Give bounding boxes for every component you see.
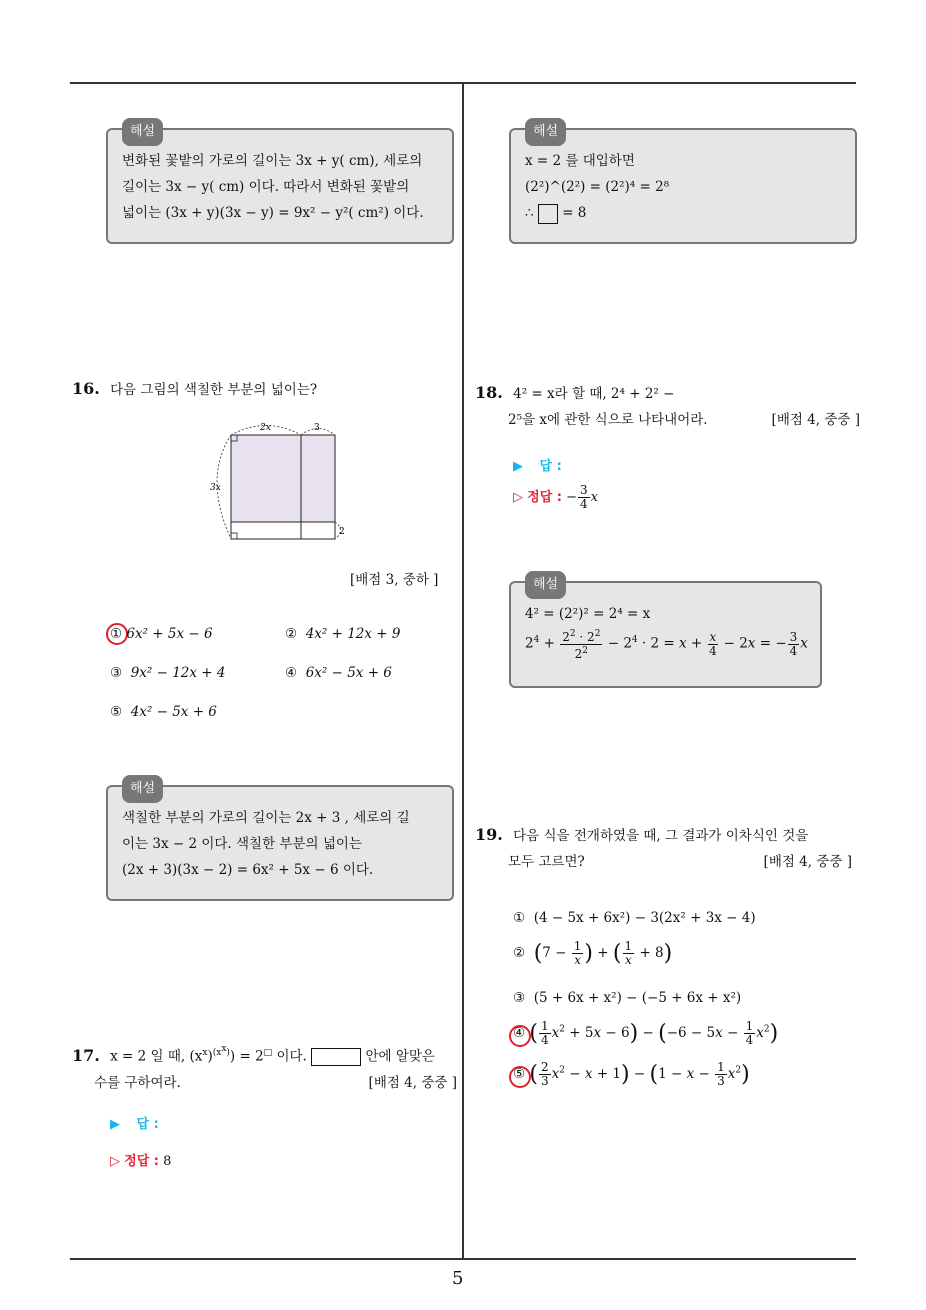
explanation-box [106, 124, 454, 244]
option-1[interactable]: ① (4 − 5x + 6x²) − 3(2x² + 3x − 4) [513, 910, 756, 926]
bottom-rule [70, 1258, 856, 1260]
option-5[interactable]: ⑤ 4x² − 5x + 6 [110, 704, 217, 720]
q17-score: [배점 4, 중중 ] [368, 1074, 457, 1091]
explanation-line: ∴ = 8 [525, 200, 841, 226]
page-number: 5 [452, 1268, 464, 1289]
dim-label: 3 [314, 423, 320, 433]
explanation-line: 4² = (2²)² = 2⁴ = x [525, 606, 651, 622]
shaded-region [231, 435, 335, 522]
answer-blank-box [311, 1048, 361, 1066]
answer-outline-arrow-icon: ▷ [110, 1154, 120, 1169]
answer-row: ▶ 답 : [110, 1117, 159, 1132]
question-18: 18. 4² = x라 할 때, 2⁴ + 2² − 2⁵을 x에 관한 식으로 나타내어라. [배점 4, 중중 ] [475, 380, 860, 433]
answer-outline-arrow-icon: ▷ [513, 490, 523, 505]
center-divider [462, 82, 464, 1260]
question-16 [72, 376, 452, 403]
explanation-line: 이는 3x − 2 이다. 색칠한 부분의 넓이는 [122, 836, 362, 852]
correct-answer-row: ▷ 정답 : 8 [110, 1154, 172, 1169]
option-2[interactable]: ② (7 − $\frac{1}{x}$ ) + ( $\frac{1}{x}$ + 8) [513, 939, 673, 967]
explanation-line: $2^4$ + $\frac{2^2 \cdot 2^2}{2^2}$ − $2^4 \cdot 2 = x$ + $\frac{x}{4}$ − 2x = − $\frac{3}{4}$ x [525, 628, 808, 661]
explanation-tag: 해설 [525, 118, 566, 146]
answer-arrow-icon: ▶ [110, 1117, 120, 1132]
option-4[interactable]: ④ ( $\frac{1}{4}$ $x^2 + 5x - 6) - (-6 - 5x$ − $\frac{1}{4}$ $x^2$) [513, 1019, 779, 1047]
explanation-line: 넓이는 (3x + y)(3x − y) = 9x² − y²( cm²) 이다. [122, 205, 424, 221]
answer-row: ▶ 답 : [513, 459, 562, 474]
correct-answer-row: ▷ 정답 : − $\frac{3}{4}$ x [513, 483, 599, 511]
explanation-line: 색칠한 부분의 가로의 길이는 2x + 3 , 세로의 길 [122, 810, 410, 826]
explanation-box [509, 124, 857, 244]
option-3[interactable]: ③ (5 + 6x + x²) − (−5 + 6x + x²) [513, 990, 742, 1006]
question-number: 19. [475, 825, 503, 844]
explanation-box [106, 781, 454, 901]
question-19: 19. 다음 식을 전개하였을 때, 그 결과가 이차식인 것을 모두 고르면? [배점 4, 중중 ] [475, 822, 860, 875]
question-17: 17. x = 2 일 때, $(x^x)^{(x^x)}) = 2^□$ 이다. 안에 알맞은 수를 구하여라. [배점 4, 중중 ] [72, 1036, 457, 1096]
question-number: 16. [72, 379, 100, 398]
answer-arrow-icon: ▶ [513, 459, 523, 474]
dim-label: 2 [339, 527, 345, 537]
q16-figure [208, 418, 358, 548]
question-number: 17. [72, 1045, 100, 1065]
explanation-line: (2²)^(2²) = (2²)⁴ = 2⁸ [525, 179, 670, 195]
option-4[interactable]: ④ 6x² − 5x + 6 [285, 665, 392, 681]
option-5[interactable]: ⑤ ( $\frac{2}{3}$ $x^2 - x + 1) - (1 - x$ − $\frac{1}{3}$ $x^2$) [513, 1060, 750, 1088]
question-text: 다음 그림의 색칠한 부분의 넓이는? [110, 382, 318, 398]
option-2[interactable]: ② 4x² + 12x + 9 [285, 626, 401, 642]
explanation-line: x = 2 를 대입하면 [525, 153, 635, 169]
explanation-tag: 해설 [122, 775, 163, 803]
dim-label: 2x [260, 423, 271, 433]
blank-box [538, 204, 558, 224]
explanation-box [509, 577, 822, 688]
explanation-line: (2x + 3)(3x − 2) = 6x² + 5x − 6 이다. [122, 862, 374, 878]
explanation-tag: 해설 [525, 571, 566, 599]
explanation-line: 변화된 꽃밭의 가로의 길이는 3x + y( cm), 세로의 [122, 153, 423, 169]
explanation-line: 길이는 3x − y( cm) 이다. 따라서 변화된 꽃밭의 [122, 179, 410, 195]
dim-label: 3x [210, 483, 221, 493]
q19-score: [배점 4, 중중 ] [763, 854, 852, 870]
explanation-tag: 해설 [122, 118, 163, 146]
q18-score: [배점 4, 중중 ] [771, 412, 860, 428]
question-number: 18. [475, 383, 503, 402]
option-1[interactable]: ① 6x² + 5x − 6 [110, 626, 213, 642]
option-3[interactable]: ③ 9x² − 12x + 4 [110, 665, 226, 681]
q16-score: [배점 3, 중하 ] [350, 572, 439, 588]
